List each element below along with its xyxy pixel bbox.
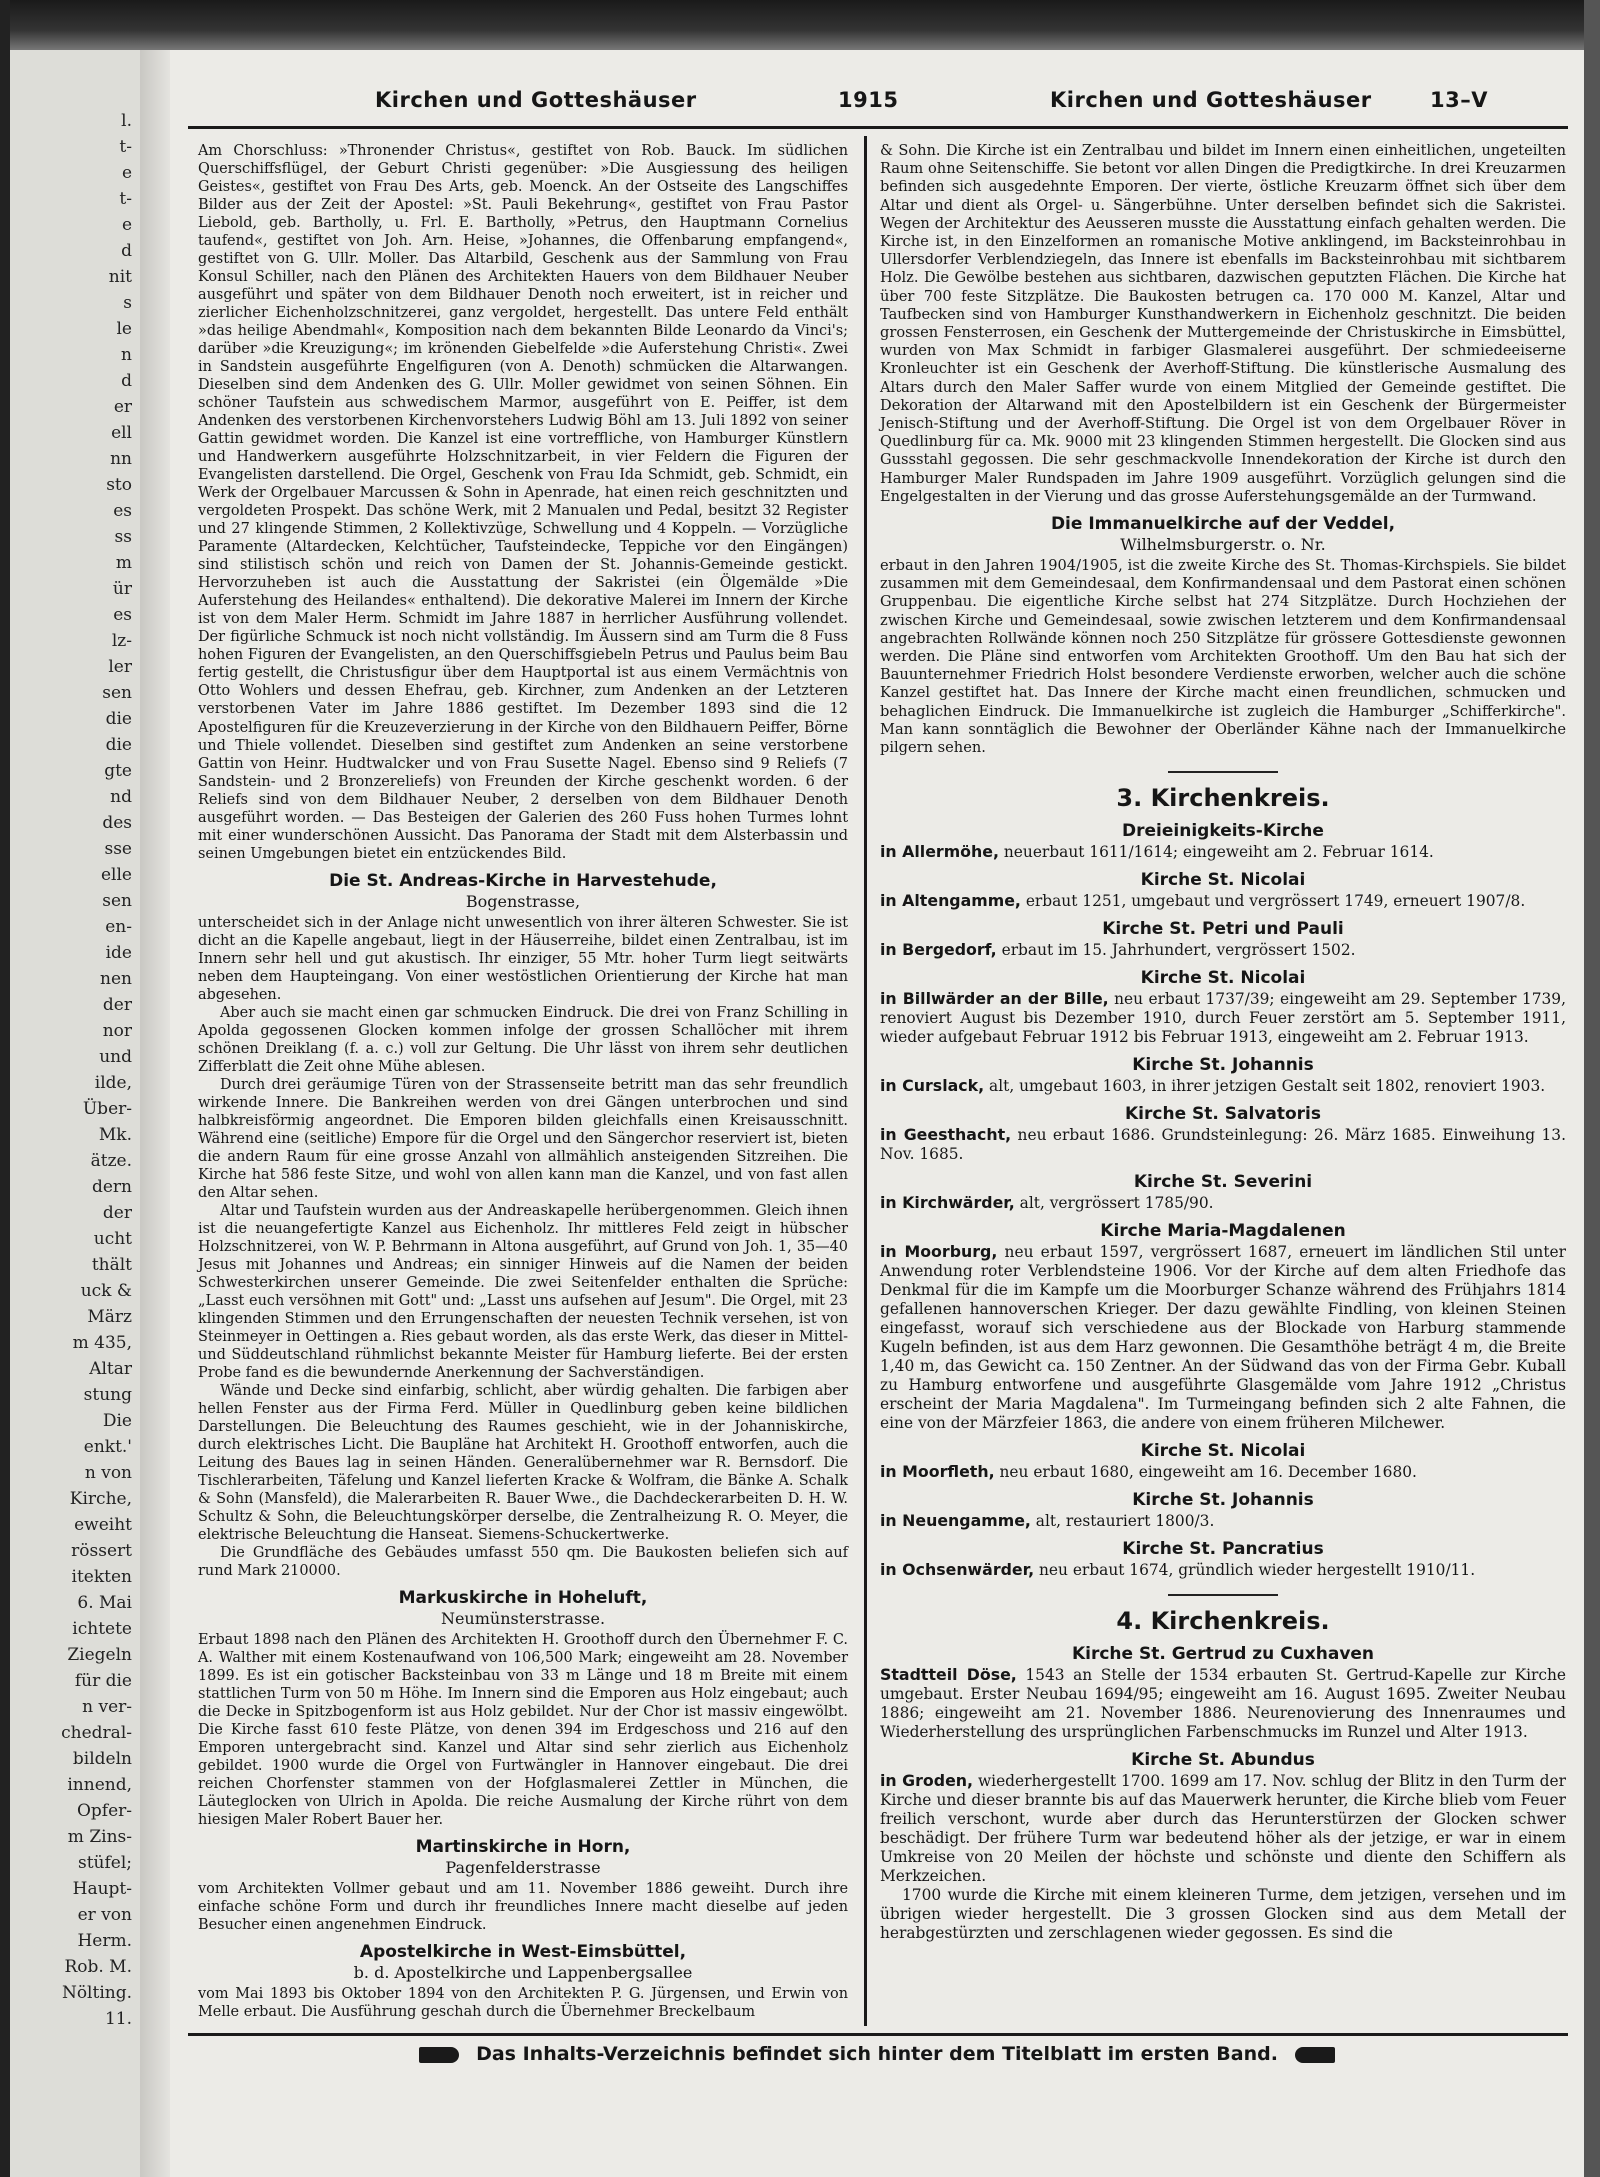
previous-page-fragment: elle <box>101 865 132 885</box>
previous-page-fragment: enkt.' <box>83 1437 132 1457</box>
church-name: Kirche St. Nicolai <box>1140 968 1306 989</box>
previous-page-fragment: Die <box>102 1411 132 1431</box>
church-entry <box>880 1076 1566 1096</box>
church-entry <box>880 1242 1566 1433</box>
section-title: Martinskirche in Horn, <box>415 1837 631 1858</box>
previous-page-fragment: bildeln <box>72 1749 132 1769</box>
previous-page-fragment: es <box>113 501 132 521</box>
church-entry <box>880 1560 1566 1580</box>
church-place: in Moorburg, <box>880 1242 998 1262</box>
previous-page-fragment: der <box>102 1203 132 1223</box>
church-place: in Kirchwärder, <box>880 1193 1015 1213</box>
previous-page-fragment: n ver- <box>82 1697 132 1717</box>
church-place: in Neuengamme, <box>880 1511 1031 1531</box>
church-entry <box>880 1193 1566 1213</box>
church-place: Stadtteil Döse, <box>880 1665 1017 1685</box>
church-name: Kirche St. Johannis <box>1132 1490 1314 1511</box>
previous-page-fragment: Über- <box>82 1099 132 1119</box>
church-place: in Groden, <box>880 1771 974 1791</box>
previous-page-fragment: 11. <box>104 2009 132 2029</box>
previous-page-fragment: ichtete <box>72 1619 132 1639</box>
left-column <box>198 142 848 2021</box>
previous-page-fragment: 6. Mai <box>77 1593 132 1613</box>
pointing-hand-left-icon <box>1295 2047 1335 2063</box>
previous-page-fragment: thält <box>91 1255 132 1275</box>
section-title: Die Immanuelkirche auf der Veddel, <box>1050 514 1396 535</box>
scan-border-left <box>0 0 10 2177</box>
previous-page-fragment: n von <box>84 1463 132 1483</box>
previous-page-fragment: stung <box>83 1385 132 1405</box>
previous-page-fragment: ucht <box>93 1229 132 1249</box>
section-divider <box>1168 1594 1278 1596</box>
previous-page-fragment: nen <box>100 969 132 989</box>
previous-page-edge <box>10 50 142 2177</box>
previous-page-fragment: uck & <box>80 1281 132 1301</box>
footer-text: Das Inhalts-Verzeichnis befindet sich hinter dem Titelblatt im ersten Band. <box>476 2043 1278 2065</box>
church-text: wiederhergestellt 1700. 1699 am 17. Nov. schlug der Blitz in den Turm der Kirche und dieser brannte bis auf das Mauerwerk herunter, die Kirche blieb vom Feuer freilich verschont, wurde aber durch das Herunterstürzen der Glocken schwer beschädigt. Der frühere Turm war bedeutend höher als der jetzige, er war in einem Umkreise von 20 Meilen der höchste und schönste und diente den Schiffern als Merkzeichen. <box>880 1772 1566 1886</box>
previous-page-fragment: nd <box>110 787 132 807</box>
previous-page-fragment: e <box>121 163 132 183</box>
previous-page-fragment: der <box>102 995 132 1015</box>
church-text: alt, restauriert 1800/3. <box>1030 1512 1215 1531</box>
church-text: neu erbaut 1597, vergrössert 1687, erneuert im ländlichen Stil unter Anwendung roter Verblendsteine 1906. Vor der Kirche auf dem alten Friedhofe das Denkmal für die im Kampfe um die Moorburger Schanze während des Frühjahrs 1814 gefallenen hannoverschen Krieger. Der dazu gewählte Findling, von kleinen Steinen eingefasst, worauf sich verschiedene aus der Blockade von Harburg stammende Kugeln befinden, ist aus dem Harz gewonnen. Die Gesamthöhe beträgt 4 m, die Breite 1,40 m, das Gewicht ca. 150 Zentner. An der Südwand das von der Firma Gebr. Kuball zu Hamburg entworfene und ausgeführte Glasgemälde vom Jahre 1912 „Christus erscheint der Maria Magdalena". Im Turmeingang befinden sich 2 alte Fahnen, die eine von der Märzfeier 1863, die andere von einem früheren Milchewer. <box>880 1243 1566 1433</box>
previous-page-fragment: ide <box>105 943 132 963</box>
church-entry <box>880 1511 1566 1531</box>
previous-page-fragment: ss <box>114 527 132 547</box>
previous-page-fragment: ler <box>108 657 132 677</box>
church-place: in Curslack, <box>880 1076 985 1096</box>
running-head-right: Kirchen und Gotteshäuser <box>1050 88 1372 112</box>
previous-page-fragment: ilde, <box>94 1073 132 1093</box>
previous-page-fragment: ell <box>111 423 132 443</box>
previous-page-fragment: sse <box>104 839 132 859</box>
church-name: Kirche St. Nicolai <box>1140 1441 1306 1462</box>
previous-page-fragment: er von <box>77 1905 132 1925</box>
paragraph: Aber auch sie macht einen gar schmucken Eindruck. Die drei von Franz Schilling in Apolda gegossenen Glocken kommen infolge der grossen Schallöcher mit ihrem schönen Dreiklang (f. a. c.) voll zur Geltung. Die Uhr lässt von ihrem sehr deutlichen Zifferblatt die Zeit ohne Mühe ablesen. <box>198 1004 848 1075</box>
church-name: Kirche Maria-Magdalenen <box>1100 1221 1346 1242</box>
section-subtitle: Pagenfelderstrasse <box>445 1858 601 1878</box>
church-text: neuerbaut 1611/1614; eingeweiht am 2. Februar 1614. <box>999 843 1434 862</box>
previous-page-fragment: d <box>121 241 132 261</box>
church-entry <box>880 1125 1566 1164</box>
previous-page-fragment: dern <box>91 1177 132 1197</box>
church-text: erbaut 1251, umgebaut und vergrössert 1749, erneuert 1907/8. <box>1020 892 1526 911</box>
church-name: Kirche St. Salvatoris <box>1125 1104 1321 1125</box>
church-place: in Altengamme, <box>880 891 1021 911</box>
previous-page-fragment: Kirche, <box>69 1489 132 1509</box>
paragraph: erbaut in den Jahren 1904/1905, ist die zweite Kirche des St. Thomas-Kirchspiels. Sie bildet zusammen mit dem Gemeindesaal, dem Konfirmandensaal und dem Pastorat einen schönen Gruppenbau. Die eigentliche Kirche selbst hat 274 Sitzplätze. Durch Hochziehen der zwischen Kirche und Gemeindesaal, sowie zwischen letzterem und dem Konfirmandensaal angebrachten Rollwände können noch 250 Sitzplätze für grössere Gottesdienste gewonnen werden. Die Pläne sind entworfen vom Architekten Groothoff. Um den Bau hat sich der Bauunternehmer Friedrich Holst besondere Verdienste erworben, welcher auch die schöne Kanzel gestiftet hat. Das Innere der Kirche macht einen freundlichen, schmucken und behaglichen Eindruck. Die Immanuelkirche ist zugleich die Hamburger „Schifferkirche". Man kann sonntäglich die Bewohner der Oberländer Kähne nach der Immanuelkirche pilgern sehen. <box>880 557 1566 757</box>
church-place: in Allermöhe, <box>880 842 999 862</box>
page-header <box>170 88 1584 128</box>
previous-page-fragment: sen <box>102 683 132 703</box>
church-entry <box>880 891 1566 911</box>
church-name: Kirche St. Abundus <box>1131 1750 1315 1771</box>
church-place: in Geesthacht, <box>880 1125 1012 1145</box>
previous-page-fragment: Ziegeln <box>67 1645 132 1665</box>
previous-page-fragment: t- <box>119 137 132 157</box>
church-name: Kirche St. Johannis <box>1132 1055 1314 1076</box>
right-column <box>880 142 1566 1943</box>
previous-page-fragment: n <box>121 345 132 365</box>
previous-page-fragment: Herm. <box>77 1931 132 1951</box>
previous-page-fragment: des <box>102 813 132 833</box>
church-entry <box>880 1771 1566 1886</box>
section-subtitle: b. d. Apostelkirche und Lappenbergsallee <box>353 1963 693 1983</box>
previous-page-fragment: m Zins- <box>67 1827 132 1847</box>
previous-page-fragment: e <box>121 215 132 235</box>
previous-page-fragment: nor <box>102 1021 132 1041</box>
section-title: Apostelkirche in West-Eimsbüttel, <box>359 1942 687 1963</box>
kreis-title: 3. Kirchenkreis. <box>1116 784 1330 813</box>
previous-page-fragment: stüfel; <box>77 1853 132 1873</box>
column-separator <box>864 136 867 2026</box>
church-text: neu erbaut 1737/39; eingeweiht am 29. September 1739, renoviert August bis Dezember 1910, durch Feuer zerstört am 5. September 1911, wieder aufgebaut Februar 1912 bis Februar 1913, eingeweiht am 2. Februar 1913. <box>880 990 1566 1047</box>
previous-page-fragment: lz- <box>111 631 132 651</box>
previous-page-fragment: itekten <box>71 1567 132 1587</box>
previous-page-fragment: gte <box>104 761 132 781</box>
previous-page-fragment: nn <box>110 449 132 469</box>
previous-page-fragment: l. <box>121 111 132 131</box>
previous-page-fragment: es <box>113 605 132 625</box>
page <box>170 50 1584 2177</box>
previous-page-fragment: en- <box>105 917 132 937</box>
previous-page-fragment: rössert <box>71 1541 132 1561</box>
church-place: in Ochsenwärder, <box>880 1560 1035 1580</box>
previous-page-fragment: Haupt- <box>72 1879 132 1899</box>
church-entry <box>880 989 1566 1047</box>
section-title: Markuskirche in Hoheluft, <box>398 1588 648 1609</box>
pointing-hand-right-icon <box>419 2047 459 2063</box>
church-place: in Bergedorf, <box>880 940 997 960</box>
previous-page-fragment: er <box>113 397 132 417</box>
header-rule <box>188 126 1568 129</box>
church-entry <box>880 1665 1566 1742</box>
previous-page-fragment: für die <box>74 1671 132 1691</box>
previous-page-fragment: ätze. <box>90 1151 132 1171</box>
previous-page-fragment: nit <box>108 267 132 287</box>
previous-page-fragment: eweiht <box>74 1515 132 1535</box>
previous-page-fragment: Nölting. <box>61 1983 132 2003</box>
previous-page-fragment: Mk. <box>98 1125 132 1145</box>
previous-page-fragment: m 435, <box>72 1333 132 1353</box>
paragraph: Am Chorschluss: »Thronender Christus«, gestiftet von Rob. Bauck. Im südlichen Querschiffsflügel, der Geburt Christi gegenüber: »Die Ausgiessung des heiligen Geistes«, gestiftet von Frau Des Arts, geb. Moenck. An der Ostseite des Langschiffes Bilder aus der Zeit der Apostel: »St. Pauli Bekehrung«, gestiftet von Frau Pastor Liebold, geb. Bartholly, u. Frl. E. Bartholly, »Petrus, den Hauptmann Cornelius taufend«, gestiftet von Joh. Arn. Heise, »Johannes, die Offenbarung empfangend«, gestiftet von G. Ullr. Moller. Das Altarbild, Geschenk aus der Sammlung von Frau Konsul Schiller, nach den Plänen des Architekten Hauers von dem Bildhauer Neuber ausgeführt und später von dem Bildhauer Denoth noch erweitert, ist in reicher und zierlicher Eichenholzschnitzerei, ganz vergoldet, hergestellt. Das untere Feld enthält »das heilige Abendmahl«, Komposition nach dem bekannten Bilde Leonardo da Vinci's; darüber »die Kreuzigung«; im krönenden Giebelfelde »die Auferstehung Christi«. Zwei in Sandstein ausgeführte Engelfiguren (von A. Denoth) schmücken die Altarwangen. Dieselben sind dem Andenken des G. Ullr. Moller gewidmet von seinen Söhnen. Ein schöner Taufstein aus schwedischem Marmor, ausgeführt von E. Peiffer, ist dem Andenken des verstorbenen Kirchenvorstehers Ludwig Böhl am 13. Juli 1892 von seiner Gattin gewidmet worden. Die Kanzel ist eine vortreffliche, von Hamburger Künstlern und Handwerkern ausgeführte Holzschnitzarbeit, in vier Feldern die Figuren der Evangelisten darstellend. Die Orgel, Geschenk von Frau Ida Schmidt, geb. Schmidt, ein Werk der Orgelbauer Marcussen & Sohn in Apenrade, hat einen reich geschnitzten und vergoldeten Prospekt. Das schöne Werk, mit 2 Manualen und Pedal, besitzt 32 Register und 27 klingende Stimmen, 2 Kollektivzüge, Schwellung und 4 Koppeln. — Vorzügliche Paramente (Altardecken, Kelchtücher, Taufsteindecke, Teppiche vor den Eingängen) sind stilistisch schön und reich von Damen der St. Johannis-Gemeinde gestickt. Hervorzuheben ist auch die Ausstattung der Sakristei (ein Ölgemälde »Die Auferstehung des Heilandes« enthaltend). Die dekorative Malerei im Innern der Kirche ist von dem Maler Herm. Schmidt im Jahre 1887 in herrlicher Ausführung vollendet. Der figürliche Schmuck ist noch nicht vollständig. Im Äussern sind am Turm die 8 Fuss hohen Figuren der Evangelisten, an den Querschiffsgiebeln Petrus und Paulus beim Bau fertig gestellt, die Christusfigur über dem Hauptportal ist aus einem Vermächtnis von Otto Wohlers und dessen Ehefrau, geb. Kirchner, zum Andenken an der Letzteren verstorbenen Vater im Jahre 1886 gestiftet. Im Dezember 1893 sind die 12 Apostelfiguren für die Kreuzeverzierung in der Kirche von den Bildhauern Peiffer, Börne und Thiele vollendet. Dieselben sind gestiftet zum Andenken an seine verstorbene Gattin von Heinr. Hudtwalcker und von Frau Susette Nagel. Ebenso sind 9 Reliefs (7 Sandstein- und 2 Bronzereliefs) von Freunden der Kirche geschenkt worden. 6 der Reliefs sind von dem Bildhauer Neuber, 2 derselben von dem Bildhauer Denoth ausgeführt worden. — Das Besteigen der Galerien des 260 Fuss hohen Turmes lohnt mit einer wunderschönen Aussicht. Das Panorama der Stadt mit dem Alsterbassin und seinen Umgebungen bietet ein entzückendes Bild. <box>198 143 848 862</box>
kreis-title: 4. Kirchenkreis. <box>1116 1607 1330 1636</box>
church-name: Dreieinigkeits-Kirche <box>1122 821 1324 842</box>
church-entry <box>880 940 1566 960</box>
paragraph: Die Grundfläche des Gebäudes umfasst 550 qm. Die Baukosten beliefen sich auf rund Mark 210000. <box>198 1545 848 1580</box>
paragraph: Altar und Taufstein wurden aus der Andreaskapelle herübergenommen. Gleich ihnen ist die neuangefertigte Kanzel aus Eichenholz. Ihr mittleres Feld zeigt in hübscher Holzschnitzerei, von W. P. Behrmann in Altona ausgeführt, auf Grund von Joh. 1, 35—40 Jesus mit Johannes und Andreas; ein sinniger Hinweis auf die Namen der beiden Schwesterkirchen unserer Gemeinde. Die zwei Seitenfelder enthalten die Sprüche: „Lasst euch versöhnen mit Gott" und: „Lasst uns aufsehen auf Jesum". Die Orgel, mit 23 klingenden Stimmen und den Errungenschaften der neuesten Technik versehen, ist von Steinmeyer in Oettingen a. Ries gebaut worden, als das erste Werk, das dieser in Mittel- und Süddeutschland rühmlichst bekannte Meister für Hamburg lieferte. Bei der ersten Probe fand es die bewundernde Anerkennung der Sachverständigen. <box>198 1202 848 1382</box>
church-text: neu erbaut 1674, gründlich wieder hergestellt 1910/11. <box>1034 1561 1476 1580</box>
previous-page-fragment: chedral- <box>61 1723 132 1743</box>
church-entry <box>880 842 1566 862</box>
church-name: Kirche St. Pancratius <box>1122 1539 1324 1560</box>
church-text: alt, vergrössert 1785/90. <box>1014 1194 1214 1213</box>
church-text: erbaut im 15. Jahrhundert, vergrössert 1502. <box>996 941 1356 960</box>
previous-page-fragment: m <box>115 553 132 573</box>
previous-page-fragment: die <box>105 709 132 729</box>
previous-page-fragment: Opfer- <box>76 1801 132 1821</box>
church-text: neu erbaut 1680, eingeweiht am 16. December 1680. <box>994 1463 1417 1482</box>
previous-page-fragment: die <box>105 735 132 755</box>
scan-border-top <box>0 0 1600 50</box>
church-place: in Moorfleth, <box>880 1462 995 1482</box>
book-gutter <box>140 50 170 2177</box>
church-text: 1543 an Stelle der 1534 erbauten St. Gertrud-Kapelle zur Kirche umgebaut. Erster Neubau 1694/95; eingeweiht am 16. August 1695. Zweiter Neubau 1886; eingeweiht am 21. November 1886. Neurenovierung des Innenraumes und Wiederherstellung des ursprünglichen Farbenschmucks im Runzel und Alter 1913. <box>880 1666 1566 1742</box>
paragraph: Erbaut 1898 nach den Plänen des Architekten H. Groothoff durch den Übernehmer F. C. A. Walther mit einem Kostenaufwand von 106,500 Mark; eingeweiht am 28. November 1899. Es ist ein gotischer Backsteinbau von 33 m Länge und 18 m Breite mit einem stattlichen Turm von 50 m Höhe. Im Innern sind die Emporen aus Holz eingebaut; auch die Decke in Spitzbogenform ist aus Holz gebildet. Nur der Chor ist massiv eingewölbt. Die Kirche fasst 610 feste Plätze, von denen 394 im Erdgeschoss und 216 auf den Emporen untergebracht sind. Kanzel und Altar sind sehr zierlich aus Eichenholz gebildet. 1900 wurde die Orgel von Furtwängler in Hannover eingebaut. Die drei reichen Chorfenster stammen von der Hofglasmalerei Zettler in München, die Läuteglocken von Ulrich in Apolda. Die reiche Ausmalung der Kirche rührt von dem hiesigen Maler Robert Bauer her. <box>198 1632 848 1829</box>
previous-page-fragment: Rob. M. <box>64 1957 132 1977</box>
previous-page-fragment: innend, <box>67 1775 132 1795</box>
paragraph: unterscheidet sich in der Anlage nicht unwesentlich von ihrer älteren Schwester. Sie ist dicht an die Kapelle angebaut, liegt in der Häuserreihe, bildet einen Zentralbau, ist im Innern sehr hell und gut akustisch. Ihr einziger, 55 Mtr. hoher Turm liegt seitwärts neben dem Haupteingang. Von einer westöstlichen Orientierung der Kirche hat man abgesehen. <box>198 914 848 1003</box>
scan-border-right <box>1584 0 1600 2177</box>
church-name: Kirche St. Nicolai <box>1140 870 1306 891</box>
previous-page-fragment: le <box>116 319 132 339</box>
paragraph: Wände und Decke sind einfarbig, schlicht, aber würdig gehalten. Die farbigen aber hellen Fenster aus der Firma Ferd. Müller in Quedlinburg geben keine bildlichen Darstellungen. Die Beleuchtung des Raumes geschieht, wie in der Johanniskirche, durch elektrisches Licht. Die Baupläne hat Architekt H. Groothoff entworfen, auch die Leitung des Baues lag in seinen Händen. Generalübernehmer war R. Bernsdorf. Die Tischlerarbeiten, Täfelung und Kanzel lieferten Kracke & Wolfram, die Bänke A. Schalk & Sohn (Mansfeld), die Malerarbeiten R. Bauer Wwe., die Dachdeckerarbeiten D. H. W. Schultz & Sohn, die Beleuchtungskörper derselbe, die Zentralheizung R. O. Meyer, die elektrische Beleuchtung die Hanseat. Siemens-Schuckertwerke. <box>198 1383 848 1544</box>
church-text: alt, umgebaut 1603, in ihrer jetzigen Gestalt seit 1802, renoviert 1903. <box>984 1077 1546 1096</box>
previous-page-fragment: s <box>123 293 132 313</box>
paragraph: 1700 wurde die Kirche mit einem kleineren Turme, dem jetzigen, versehen und im übrigen wieder hergestellt. Die 3 grossen Glocken sind aus dem Metall der herabgestürzten und zerschlagenen wieder gegossen. Es sind die <box>880 1886 1566 1943</box>
previous-page-fragment: ür <box>112 579 132 599</box>
church-name: Kirche St. Gertrud zu Cuxhaven <box>1071 1644 1375 1665</box>
running-head-year: 1915 <box>838 88 899 112</box>
paragraph: vom Mai 1893 bis Oktober 1894 von den Architekten P. G. Jürgensen, und Erwin von Melle erbaut. Die Ausführung geschah durch die Übernehmer Breckelbaum <box>198 1986 848 2021</box>
paragraph: Durch drei geräumige Türen von der Strassenseite betritt man das sehr freundlich wirkende Innere. Die Bankreihen werden von drei Gängen unterbrochen und sind halbkreisförmig angeordnet. Die Emporen bilden gleichfalls einen Kreisausschnitt. Während eine (seitliche) Empore für die Orgel und den Sängerchor reserviert ist, bieten die andern Raum für eine grosse Anzahl von allmählich ansteigenden Sitzreihen. Die Kirche hat 586 feste Sitze, und wohl von allen kann man die Kanzel, und von fast allen den Altar sehen. <box>198 1076 848 1201</box>
church-text: neu erbaut 1686. Grundsteinlegung: 26. März 1685. Einweihung 13. Nov. 1685. <box>880 1126 1566 1164</box>
section-divider <box>1168 771 1278 773</box>
paragraph: & Sohn. Die Kirche ist ein Zentralbau und bildet im Innern einen einheitlichen, ungeteilten Raum ohne Seitenschiffe. Sie betont vor allen Dingen die Predigtkirche. In drei Kreuzarmen befinden sich ausgedehnte Emporen. Der vierte, östliche Kreuzarm öffnet sich über dem Altar und dient als Orgel- u. Sängerbühne. Unter derselben befindet sich die Sakristei. Wegen der Architektur des Aeusseren musste die Ausstattung einfach gehalten werden. Die Kirche ist, in den Einzelformen an romanische Motive anklingend, im Backsteinrohbau in Ullersdorfer Verblendziegeln, das Innere ist ebenfalls im Backsteinrohbau mit sichtbarem Holz. Die Gewölbe bestehen aus sichtbaren, dazwischen geputzten Flächen. Die Kirche hat über 700 feste Sitzplätze. Die Baukosten betrugen ca. 170 000 M. Kanzel, Altar und Taufbecken sind von Hamburger Kunsthandwerkern in Eichenholz geschnitzt. Die beiden grossen Fensterrosen, ein Geschenk der Muttergemeinde der Christuskirche in Eimsbüttel, wurden von Max Schmidt in farbiger Glasmalerei ausgeführt. Der schmiedeeiserne Kronleuchter ist ein Geschenk der Averhoff-Stiftung. Die künstlerische Ausmalung des Altars durch den Maler Saffer wurde von einem Mitglied der Gemeinde gestiftet. Die Dekoration der Altarwand mit den Apostelbildern ist ein Geschenk der Bürgermeister Jenisch-Stiftung und der Averhoff-Stiftung. Die Orgel ist von dem Orgelbauer Röver in Quedlinburg für ca. Mk. 9000 mit 23 klingenden Stimmen hergestellt. Die Glocken sind aus Gussstahl gegossen. Die sehr geschmackvolle Innendekoration der Kirche ist durch den Hamburger Maler Rundspaden im Jahre 1909 ausgeführt. Vorzüglich gelungen sind die Engelgestalten in der Vierung und das grosse Auferstehungsgemälde an der Turmwand. <box>880 142 1566 505</box>
section-subtitle: Bogenstrasse, <box>465 891 581 911</box>
church-name: Kirche St. Petri und Pauli <box>1102 919 1344 940</box>
running-head-left: Kirchen und Gotteshäuser <box>375 88 697 112</box>
previous-page-fragment: d <box>121 371 132 391</box>
section-subtitle: Wilhelmsburgerstr. o. Nr. <box>1120 535 1326 555</box>
section-title: Die St. Andreas-Kirche in Harvestehude, <box>329 870 717 891</box>
section-subtitle: Neumünsterstrasse. <box>440 1609 606 1629</box>
previous-page-fragment: März <box>87 1307 132 1327</box>
footer-rule <box>188 2033 1568 2036</box>
church-name: Kirche St. Severini <box>1133 1172 1313 1193</box>
page-number: 13–V <box>1430 88 1488 112</box>
previous-page-fragment: und <box>99 1047 132 1067</box>
previous-page-fragment: sen <box>102 891 132 911</box>
previous-page-fragment: t- <box>119 189 132 209</box>
footer-note <box>170 2043 1584 2065</box>
previous-page-fragment: Altar <box>89 1359 132 1379</box>
paragraph: vom Architekten Vollmer gebaut und am 11. November 1886 geweiht. Durch ihre einfache schöne Form und durch ihr freundliches Innere macht dieselbe auf jeden Besucher einen angenehmen Eindruck. <box>198 1881 848 1934</box>
previous-page-fragment: sto <box>106 475 132 495</box>
church-place: in Billwärder an der Bille, <box>880 989 1109 1009</box>
church-entry <box>880 1462 1566 1482</box>
